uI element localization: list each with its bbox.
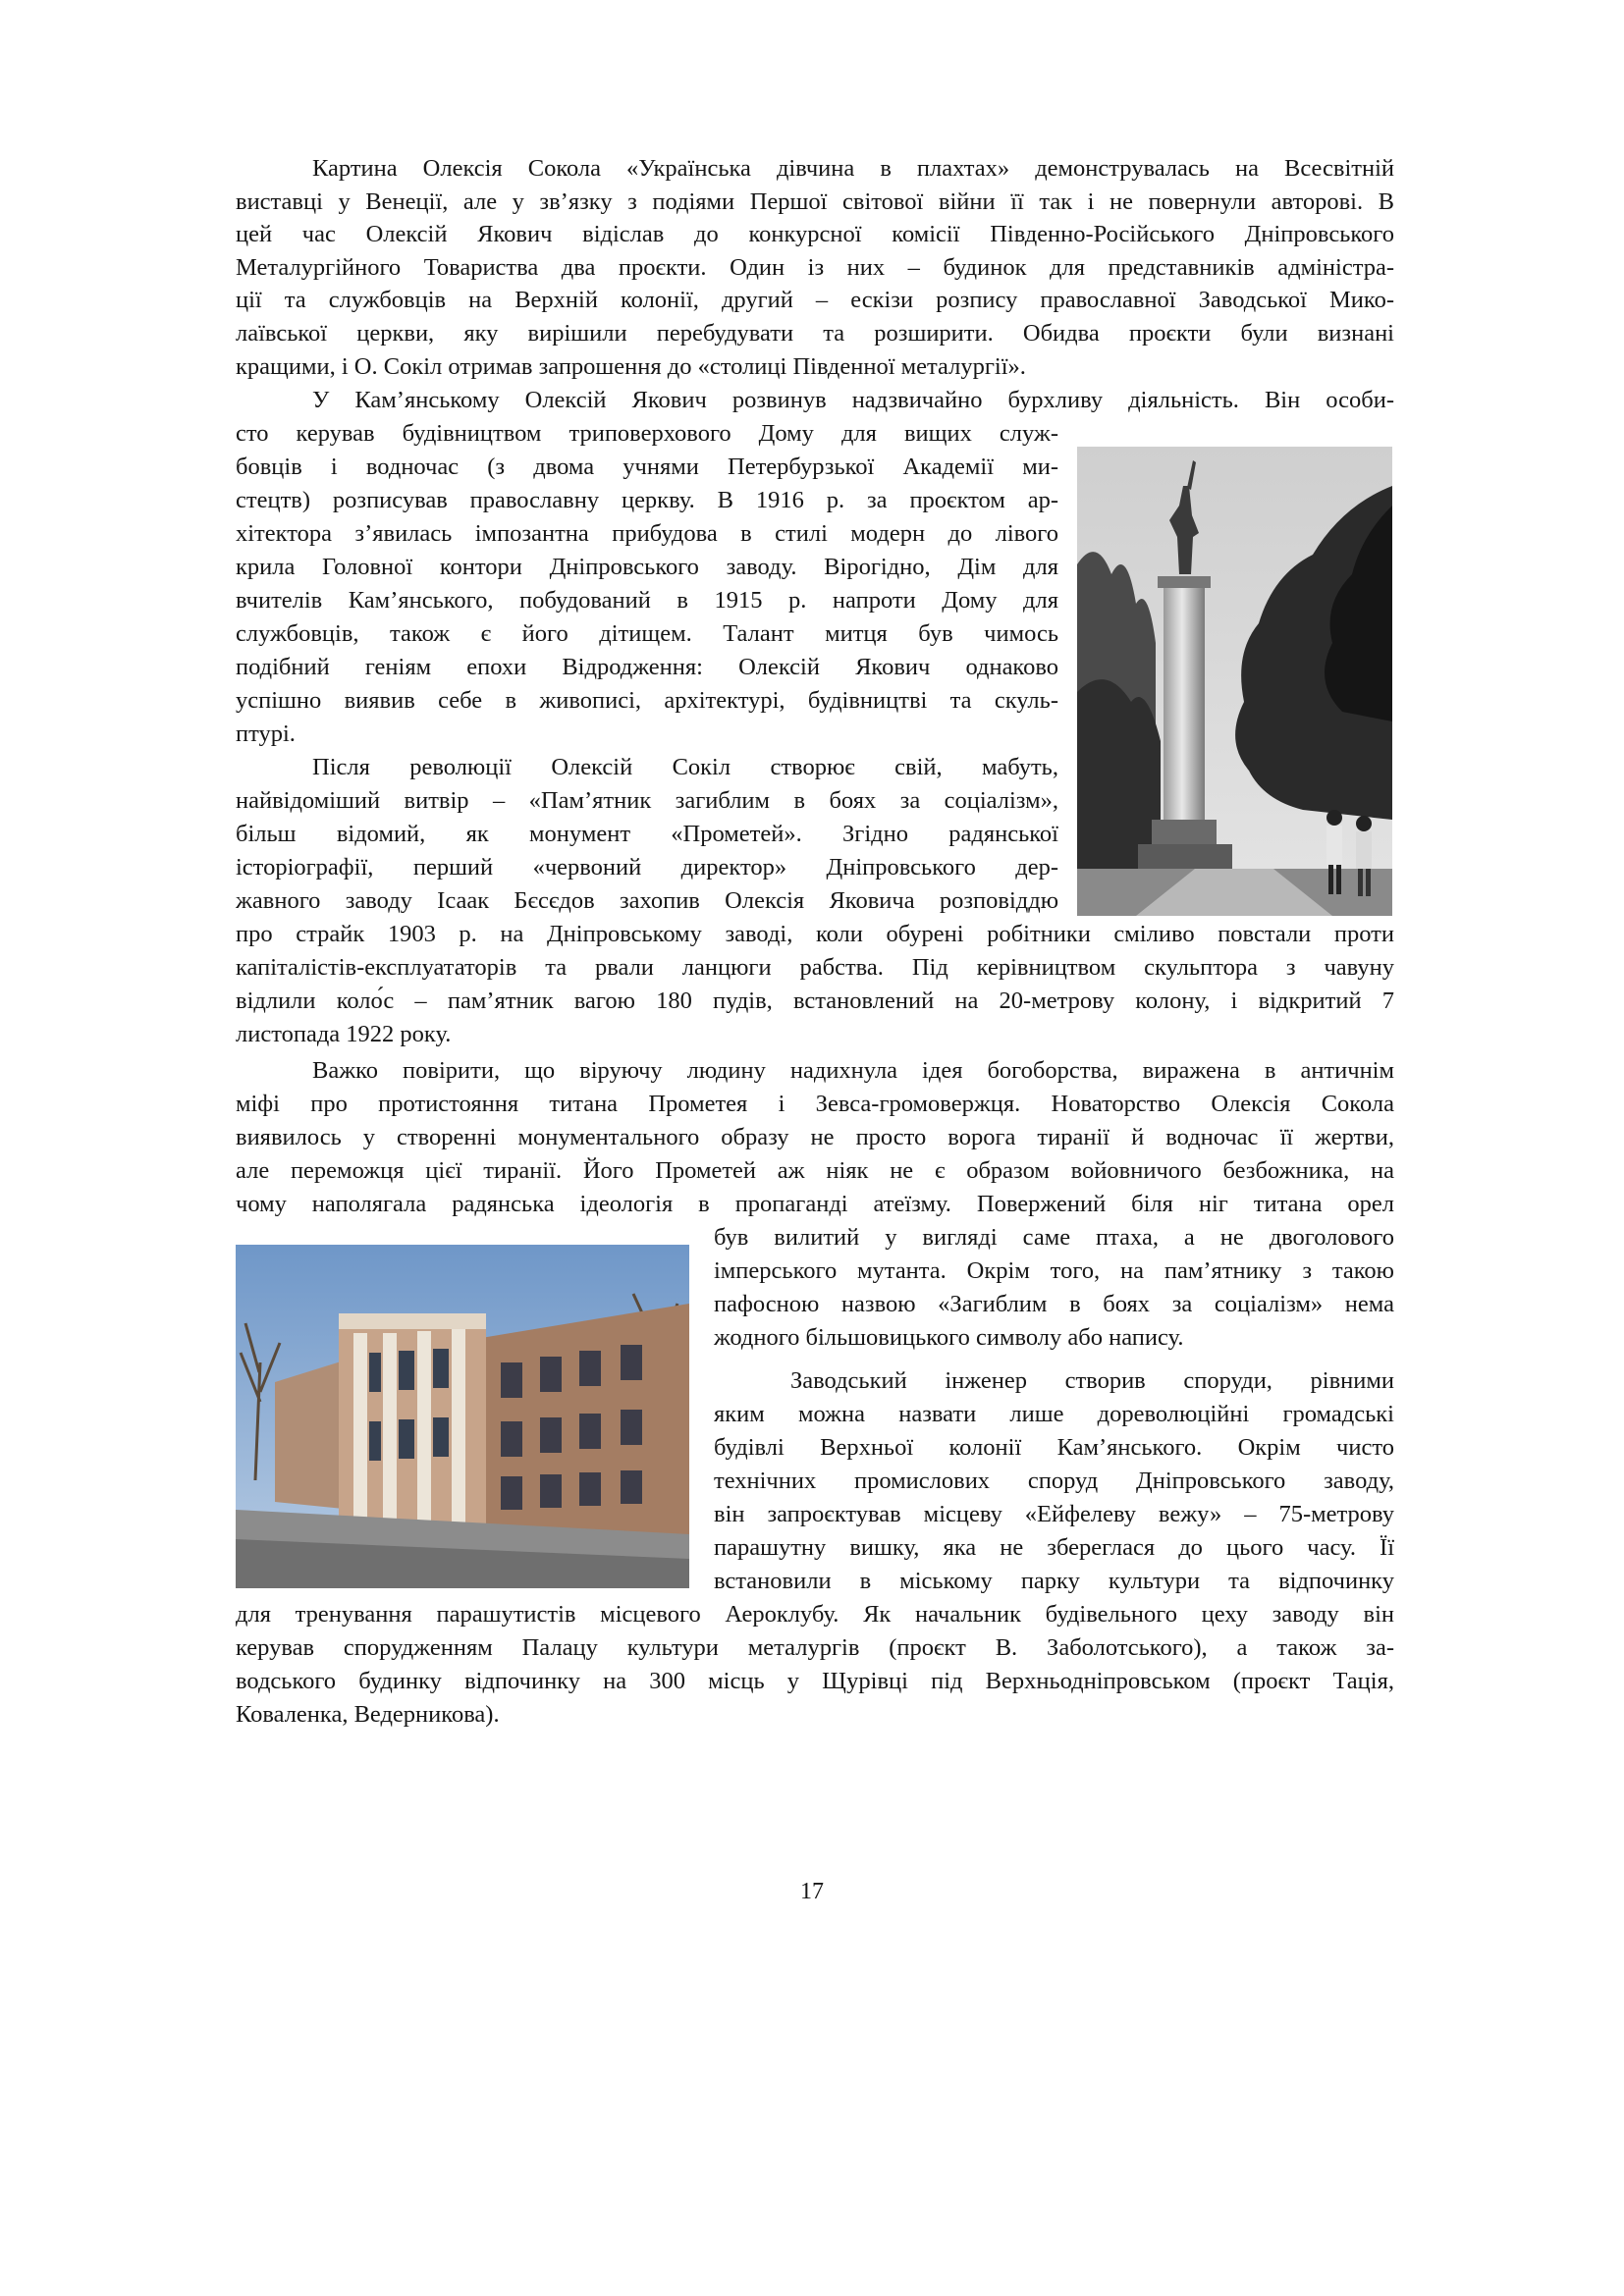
body-text-line: імперського мутанта. Окрім того, на пам’ятнику з такою: [714, 1257, 1394, 1284]
body-text-line: парашутну вишку, яка не збереглася до цього часу. Її: [714, 1534, 1394, 1561]
body-text-line: більш відомий, як монумент «Прометей». Згідно радянської: [236, 821, 1058, 847]
body-text-line: але переможця цієї тиранії. Його Прометей аж ніяк не є образом войовничого безбожника, на: [236, 1157, 1394, 1184]
body-text-line: він запроєктував місцеву «Ейфелеву вежу» – 75-метрову: [714, 1501, 1394, 1527]
body-text-line: капіталістів-експлуататорів та рвали ланцюги рабства. Під керівництвом скульптора з чавуну: [236, 954, 1394, 981]
body-text-line: найвідоміший витвір – «Пам’ятник загиблим в боях за соціалізм»,: [236, 787, 1058, 814]
body-text-line: для тренування парашутистів місцевого Аероклубу. Як начальник будівельного цеху заводу він: [236, 1601, 1394, 1628]
body-text-line: листопада 1922 року.: [236, 1021, 452, 1047]
body-text-line: стецтв) розписував православну церкву. В 1916 р. за проєктом ар-: [236, 487, 1058, 513]
body-text-line: міфі про протистояння титана Прометея і Зевса-громовержця. Новаторство Олексія Сокола: [236, 1091, 1394, 1117]
body-text-line: пафосною назвою «Загиблим в боях за соціалізм» нема: [714, 1291, 1394, 1317]
body-text-line: кращими, і О. Сокіл отримав запрошення до «столиці Південної металургії».: [236, 353, 1026, 380]
body-text-line: водського будинку відпочинку на 300 місць у Щурівці під Верхньодніпровськом (проєкт Тація,: [236, 1668, 1394, 1694]
body-text-line: подібний геніям епохи Відродження: Олексій Якович однаково: [236, 654, 1058, 680]
body-text-line: будівлі Верхньої колонії Кам’янського. Окрім чисто: [714, 1434, 1394, 1461]
body-text-line: бовців і водночас (з двома учнями Петербурзької Академії ми-: [236, 454, 1058, 480]
body-text-line: був вилитий у вигляді саме птаха, а не двоголового: [714, 1224, 1394, 1251]
body-text-line: відлили коло́с – пам’ятник вагою 180 пудів, встановлений на 20-метрову колону, і відкритий 7: [236, 988, 1394, 1014]
body-text-line: вчителів Кам’янського, побудований в 1915 р. напроти Дому для: [236, 587, 1058, 614]
body-text-line: ції та службовців на Верхній колонії, другий – ескізи розпису православної Заводської Мико-: [236, 287, 1394, 313]
body-text-line: У Кам’янському Олексій Якович розвинув надзвичайно бурхливу діяльність. Він особи-: [312, 387, 1394, 413]
body-text-line: виявилось у створенні монументального образу не просто ворога тиранії й водночас її жертви,: [236, 1124, 1394, 1150]
body-text-line: жодного більшовицького символу або напису.: [714, 1324, 1184, 1351]
body-text-line: Важко повірити, що віруючу людину надихнула ідея богоборства, виражена в античнім: [312, 1057, 1394, 1084]
body-text-line: про страйк 1903 р. на Дніпровському заводі, коли обурені робітники сміливо повстали проти: [236, 921, 1394, 947]
body-text-line: Коваленка, Ведерникова).: [236, 1701, 500, 1728]
body-text-line: Картина Олексія Сокола «Українська дівчина в плахтах» демонструвалась на Всесвітній: [312, 155, 1394, 182]
body-text-line: жавного заводу Ісаак Бєсєдов захопив Олексія Яковича розповіддю: [236, 887, 1058, 914]
body-text-line: яким можна назвати лише дореволюційні громадські: [714, 1401, 1394, 1427]
body-text-line: птурі.: [236, 721, 296, 747]
body-text-line: чому наполягала радянська ідеологія в пропаганді атеїзму. Повержений біля ніг титана орел: [236, 1191, 1394, 1217]
body-text-line: технічних промислових споруд Дніпровського заводу,: [714, 1468, 1394, 1494]
body-text-line: виставці у Венеції, але у зв’язку з подіями Першої світової війни її так і не повернули авторові. В: [236, 188, 1394, 215]
page-number: 17: [800, 1879, 824, 1904]
body-text-line: службовців, також є його дітищем. Талант митця був чимось: [236, 620, 1058, 647]
body-text-line: сто керував будівництвом триповерхового Дому для вищих служ-: [236, 420, 1058, 447]
body-text-line: керував спорудженням Палацу культури металургів (проєкт В. Заболотського), а також за-: [236, 1634, 1394, 1661]
body-text-line: лаївської церкви, яку вирішили перебудувати та розширити. Обидва проєкти були визнані: [236, 320, 1394, 347]
upper-colony-building-photo: [236, 1245, 689, 1588]
body-text-line: Після революції Олексій Сокіл створює свій, мабуть,: [312, 754, 1058, 780]
prometheus-monument-photo: [1077, 447, 1392, 916]
body-text-line: історіографії, перший «червоний директор» Дніпровського дер-: [236, 854, 1058, 881]
body-text-line: успішно виявив себе в живописі, архітектурі, будівництві та скуль-: [236, 687, 1058, 714]
body-text-line: цей час Олексій Якович відіслав до конкурсної комісії Південно-Російського Дніпровського: [236, 221, 1394, 247]
body-text-line: Металургійного Товариства два проєкти. Один із них – будинок для представників адміністра-: [236, 254, 1394, 281]
body-text-line: хітектора з’явилась імпозантна прибудова в стилі модерн до лівого: [236, 520, 1058, 547]
body-text-line: встановили в міському парку культури та відпочинку: [714, 1568, 1394, 1594]
body-text-line: крила Головної контори Дніпровського заводу. Вірогідно, Дім для: [236, 554, 1058, 580]
body-text-line: Заводський інженер створив споруди, рівними: [790, 1367, 1394, 1394]
